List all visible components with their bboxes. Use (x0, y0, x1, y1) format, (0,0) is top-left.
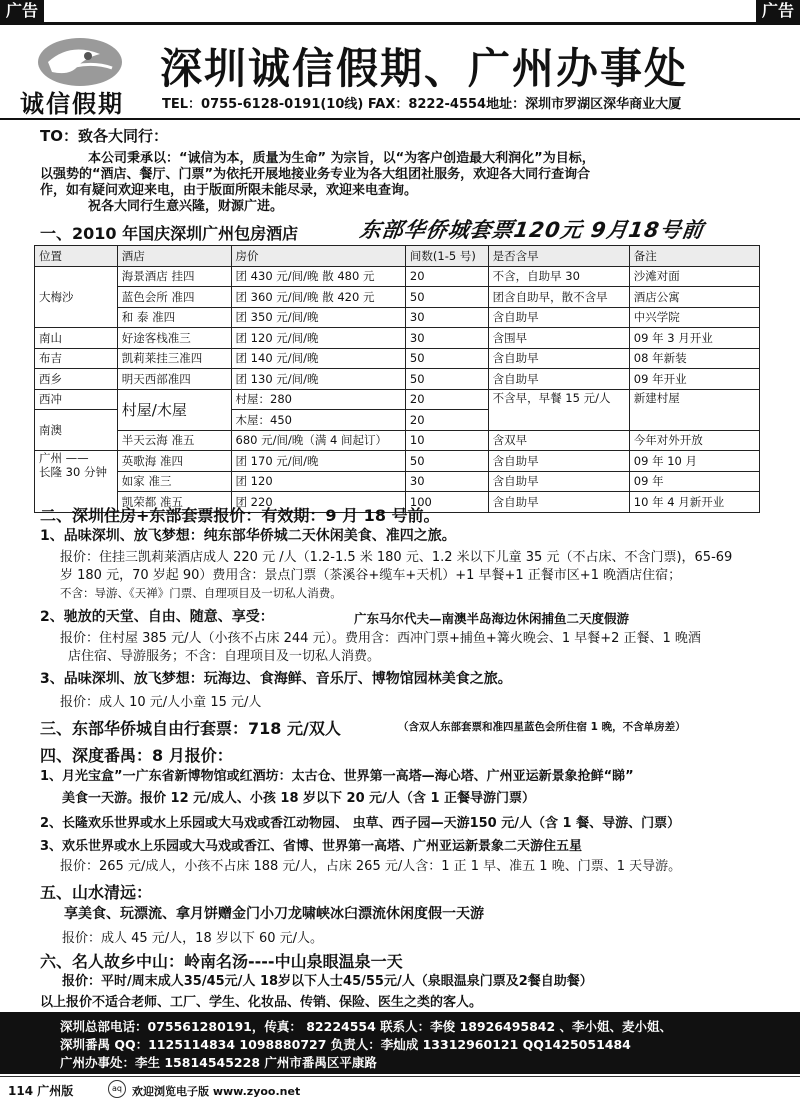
hotel-cell: 蓝色会所 准四 (117, 287, 231, 308)
breakfast-cell: 含围早 (488, 328, 629, 349)
hotel-cell: 和 泰 准四 (117, 307, 231, 328)
location-cell: 大梅沙 (35, 266, 118, 328)
publication-logo-icon: aq (108, 1080, 126, 1098)
s2-item-1-line-1: 报价：住挂三凯莉莱酒店成人 220 元 /人（1.2-1.5 米 180 元、1.2 米以下儿童 35 元（不占床、不含门票)，65-69 (60, 550, 733, 565)
hotel-cell: 如家 准三 (117, 471, 231, 492)
company-logo-icon (30, 32, 130, 92)
location-cell: 西乡 (35, 369, 118, 390)
breakfast-cell: 含双早 (488, 430, 629, 451)
rooms-cell: 30 (405, 328, 488, 349)
note-cell: 酒店公寓 (629, 287, 759, 308)
price-cell: 团 350 元/间/晚 (231, 307, 405, 328)
note-cell: 今年对外开放 (629, 430, 759, 451)
price-cell: 团 140 元/间/晚 (231, 348, 405, 369)
table-row (35, 328, 760, 349)
location-guangzhou: 广州 —— (39, 451, 89, 465)
price-cell: 村屋：280 (231, 389, 405, 410)
s2-item-1-line-2: 岁 180 元，70 岁起 90）费用含：景点门票（茶溪谷+缆车+天机）+1 早餐+1 正餐市区+1 晚酒店住宿； (60, 568, 682, 583)
footer-contact-bar (0, 1012, 800, 1074)
contact-line: TEL：0755-6128-0191(10线) FAX：8222-4554地址：深圳市罗湖区深华商业大厦 (162, 97, 682, 112)
col-note: 备注 (629, 246, 759, 267)
s4-line-1b: 美食一天游。报价 12 元/成人、小孩 18 岁以下 20 元/人（含 1 正餐导游门票） (62, 791, 536, 806)
promo-banner: 东部华侨城套票120元 9月18号前 (358, 218, 706, 242)
table-row (35, 471, 760, 492)
page-title: 深圳诚信假期、广州办事处 (160, 44, 689, 93)
rooms-cell: 100 (405, 492, 488, 513)
section-6-heading: 六、名人故乡中山：岭南名汤----中山泉眼温泉一天 (40, 952, 403, 971)
s2-item-2-title: 2、驰放的天堂、自由、随意、享受： (40, 609, 274, 625)
hotel-cell: 凯莉莱挂三准四 (117, 348, 231, 369)
breakfast-cell: 含自助早 (488, 348, 629, 369)
col-hotel: 酒店 (117, 246, 231, 267)
hotel-table (34, 245, 760, 513)
section-2-heading: 二、深圳住房+东部套票报价：有效期：9 月 18 号前。 (40, 506, 440, 525)
site-link[interactable]: 欢迎浏览电子版 www.zyoo.net (132, 1085, 301, 1098)
intro-line-2: 以强势的“酒店、餐厅、门票”为依托开展地接业务专业为各大组团社服务，欢迎各大同行查询合 (40, 167, 591, 182)
rooms-cell: 30 (405, 471, 488, 492)
section-1-heading: 一、2010 年国庆深圳广州包房酒店 (40, 224, 299, 243)
note-cell: 新建村屋 (629, 389, 759, 430)
corner-tag-right: 广告 (756, 0, 800, 22)
s2-item-2-line-2: 店住宿、导游服务；不含：自理项目及一切私人消费。 (68, 649, 381, 664)
rooms-cell: 50 (405, 369, 488, 390)
s4-line-3a: 3、欢乐世界或水上乐园或大马戏或香江、省博、世界第一高塔、广州亚运新景象二天游住五星 (40, 839, 583, 854)
corner-tag-left: 广告 (0, 0, 44, 22)
breakfast-cell: 含自助早 (488, 492, 629, 513)
breakfast-cell: 含自助早 (488, 307, 629, 328)
col-breakfast: 是否含早 (488, 246, 629, 267)
location-cell: 西冲 (35, 389, 118, 410)
section-3-heading: 三、东部华侨城自由行套票：718 元/双人 (40, 719, 341, 738)
page-number: 114 广州版 (8, 1084, 74, 1098)
note-cell: 10 年 4 月新开业 (629, 492, 759, 513)
price-cell: 团 360 元/间/晚 散 420 元 (231, 287, 405, 308)
col-price: 房价 (231, 246, 405, 267)
rooms-cell: 20 (405, 389, 488, 410)
breakfast-cell: 不含早，早餐 15 元/人 (488, 389, 629, 430)
location-cell: 南澳 (35, 410, 118, 451)
section-3-note: （含双人东部套票和准四星蓝色会所住宿 1 晚，不含单房差） (398, 721, 686, 733)
breakfast-cell: 含自助早 (488, 451, 629, 472)
footer-line-1: 深圳总部电话：075561280191，传真： 82224554 联系人：李俊 18926495842 、李小姐、麦小姐、 (60, 1019, 673, 1034)
section-5-heading: 五、山水清远： (40, 883, 153, 902)
hotel-cell: 半天云海 准五 (117, 430, 231, 451)
s2-item-2-subtitle: 广东马尔代夫—南澳半岛海边休闲捕鱼二天度假游 (354, 611, 630, 626)
note-cell: 沙滩对面 (629, 266, 759, 287)
s4-line-3b: 报价：265 元/成人，小孩不占床 188 元/人，占床 265 元/人含：1 正 1 早、准五 1 晚、门票、1 天导游。 (60, 859, 682, 874)
s4-line-1a: 1、月光宝盒”一广东省新博物馆或红酒坊：太古仓、世界第一高塔—海心塔、广州亚运新景象抢鲜“睇” (40, 769, 634, 784)
s2-item-1-title: 1、品味深圳、放飞梦想：纯东部华侨城二天休闲美食、准四之旅。 (40, 528, 456, 544)
footer-rule (0, 1076, 800, 1077)
price-cell: 团 220 (231, 492, 405, 513)
table-row (35, 287, 760, 308)
logo-text: 诚信假期 (20, 90, 124, 118)
rooms-cell: 50 (405, 287, 488, 308)
rooms-cell: 50 (405, 348, 488, 369)
intro-line-4: 祝各大同行生意兴隆，财源广进。 (88, 199, 284, 214)
section-4-heading: 四、深度番禺：8 月报价： (40, 746, 233, 765)
rooms-cell: 20 (405, 266, 488, 287)
s4-line-2: 2、长隆欢乐世界或水上乐园或大马戏或香江动物园、 虫草、西子园—天游150 元/人（含 1 餐、导游、门票） (40, 816, 681, 831)
note-cell: 09 年 (629, 471, 759, 492)
hotel-cell: 村屋/木屋 (117, 389, 231, 430)
table-row (35, 307, 760, 328)
note-cell: 08 年新装 (629, 348, 759, 369)
s2-item-2-line-1: 报价：住村屋 385 元/人（小孩不占床 244 元）。费用含：西冲门票+捕鱼+篝火晚会、1 早餐+2 正餐、1 晚酒 (60, 631, 701, 646)
location-guangzhou-note: 长隆 30 分钟 (39, 465, 107, 479)
table-header-row (35, 246, 760, 267)
hotel-cell: 凯荣都 准五 (117, 492, 231, 513)
price-cell: 木屋：450 (231, 410, 405, 431)
s6-line-2: 以上报价不适合老师、工厂、学生、化妆品、传销、保险、医生之类的客人。 (40, 995, 483, 1010)
col-rooms: 间数(1-5 号) (405, 246, 488, 267)
note-cell: 09 年开业 (629, 369, 759, 390)
table-row (35, 430, 760, 451)
table-row (35, 369, 760, 390)
price-cell: 团 430 元/间/晚 散 480 元 (231, 266, 405, 287)
breakfast-cell: 含自助早 (488, 369, 629, 390)
rooms-cell: 30 (405, 307, 488, 328)
rooms-cell: 10 (405, 430, 488, 451)
footer-line-2: 深圳番禺 QQ：1125114834 1098880727 负责人：李灿成 13312960121 QQ1425051484 (60, 1037, 631, 1052)
note-cell: 09 年 3 月开业 (629, 328, 759, 349)
breakfast-cell: 不含，自助早 30 (488, 266, 629, 287)
table-row (35, 266, 760, 287)
s5-line-2: 报价：成人 45 元/人，18 岁以下 60 元/人。 (62, 931, 324, 946)
hotel-cell: 明天西部准四 (117, 369, 231, 390)
location-cell: 布吉 (35, 348, 118, 369)
hotel-cell: 海景酒店 挂四 (117, 266, 231, 287)
intro-to: TO：致各大同行： (40, 127, 168, 145)
price-cell: 团 170 元/间/晚 (231, 451, 405, 472)
price-cell: 团 120 元/间/晚 (231, 328, 405, 349)
table-row (35, 389, 760, 410)
intro-line-1: 本公司秉承以：“诚信为本，质量为生命” 为宗旨，以“为客户创造最大利润化”为目标， (88, 151, 595, 166)
table-row (35, 451, 760, 472)
note-cell: 中兴学院 (629, 307, 759, 328)
price-cell: 680 元/间/晚（满 4 间起订） (231, 430, 405, 451)
breakfast-cell: 含自助早 (488, 471, 629, 492)
hotel-cell: 英歌海 准四 (117, 451, 231, 472)
s2-item-3-line-1: 报价：成人 10 元/人小童 15 元/人 (60, 695, 262, 710)
intro-line-3: 作，如有疑问欢迎来电，由于版面所限未能尽录，欢迎来电查询。 (40, 183, 418, 198)
price-cell: 团 130 元/间/晚 (231, 369, 405, 390)
price-cell: 团 120 (231, 471, 405, 492)
location-cell: 南山 (35, 328, 118, 349)
s2-item-3-title: 3、品味深圳、放飞梦想：玩海边、食海鲜、音乐厅、博物馆园林美食之旅。 (40, 671, 512, 687)
col-location: 位置 (35, 246, 118, 267)
table-row (35, 348, 760, 369)
hotel-cell: 好途客栈准三 (117, 328, 231, 349)
header-rule (0, 118, 800, 120)
s5-line-1: 享美食、玩漂流、拿月饼赠金门小刀龙啸峡冰臼漂流休闲度假一天游 (64, 906, 484, 922)
s2-item-1-line-3: 不含：导游、《天禅》门票、自理项目及一切私人消费。 (60, 586, 342, 600)
breakfast-cell: 团含自助早，散不含早 (488, 287, 629, 308)
top-rule (0, 22, 800, 25)
rooms-cell: 50 (405, 451, 488, 472)
s6-line-1: 报价：平时/周末成人35/45元/人 18岁以下人士45/55元/人（泉眼温泉门票及2餐自助餐） (62, 974, 593, 989)
note-cell: 09 年 10 月 (629, 451, 759, 472)
rooms-cell: 20 (405, 410, 488, 431)
footer-line-3: 广州办事处：李生 15814545228 广州市番禺区平康路 (60, 1055, 377, 1070)
